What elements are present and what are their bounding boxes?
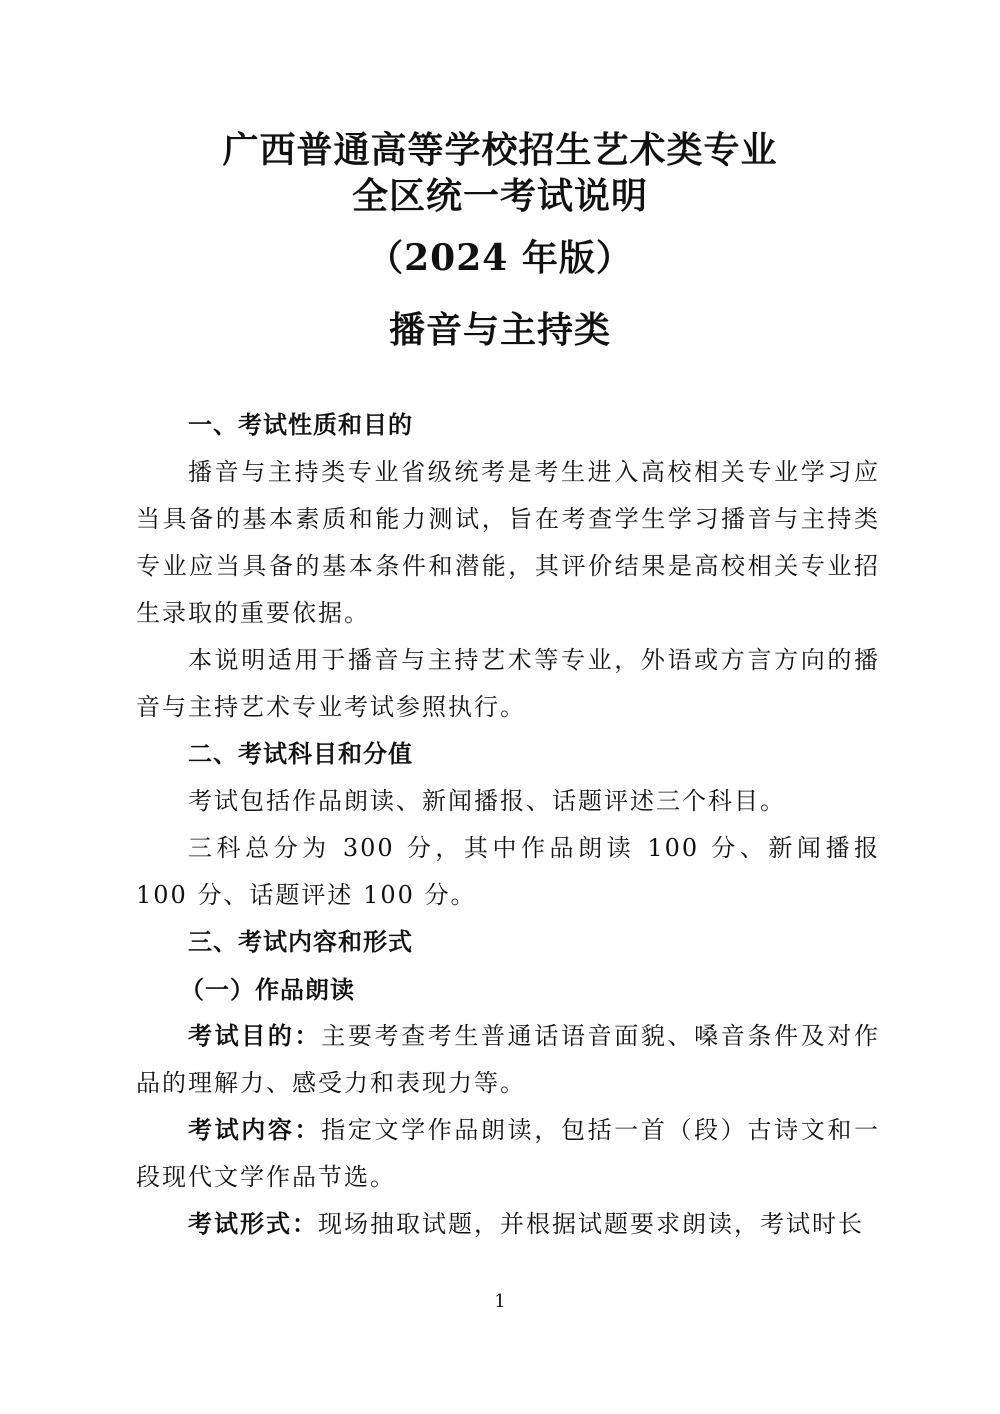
section-3-heading: 三、考试内容和形式 — [188, 928, 413, 956]
exam-content-paragraph — [136, 1107, 880, 1201]
exam-content-text: 指定文学作品朗读，包括一首（段）古诗文和一段现代文学作品节选。 — [136, 1116, 881, 1191]
document-category: 播音与主持类 — [388, 309, 611, 351]
exam-purpose-label: 考试目的： — [188, 1022, 322, 1050]
section-1-paragraph-2: 本说明适用于播音与主持艺术等专业，外语或方言方向的播音与主持艺术专业考试参照执行。 — [136, 646, 880, 721]
document-title-line-2: 全区统一考试说明 — [351, 175, 648, 217]
page-number: 1 — [494, 1291, 506, 1312]
section-2-heading: 二、考试科目和分值 — [188, 740, 413, 768]
section-3-subheading-reading: （一）作品朗读 — [180, 975, 355, 1004]
exam-form-label: 考试形式： — [188, 1210, 318, 1238]
exam-purpose-text: 主要考查考生普通话语音面貌、嗓音条件及对作品的理解力、感受力和表现力等。 — [136, 1022, 881, 1097]
section-1-heading: 一、考试性质和目的 — [188, 411, 413, 439]
document-title-line-1: 广西普通高等学校招生艺术类专业 — [222, 129, 778, 171]
section-1-paragraph-1: 播音与主持类专业省级统考是考生进入高校相关专业学习应当具备的基本素质和能力测试，旨在考查学生学习播音与主持类专业应当具备的基本条件和潜能，其评价结果是高校相关专业招生录取的重要依据。 — [136, 458, 880, 627]
document-edition: （2024 年版） — [367, 237, 633, 279]
section-2-paragraph-2: 三科总分为 300 分，其中作品朗读 100 分、新闻播报 100 分、话题评述 100 分。 — [136, 834, 880, 909]
exam-form-paragraph — [136, 1201, 880, 1248]
exam-purpose-paragraph — [136, 1013, 880, 1107]
section-2-paragraph-1: 考试包括作品朗读、新闻播报、话题评述三个科目。 — [188, 787, 786, 815]
exam-content-label: 考试内容： — [188, 1116, 322, 1144]
exam-form-text: 现场抽取试题，并根据试题要求朗读，考试时长 — [318, 1210, 864, 1238]
